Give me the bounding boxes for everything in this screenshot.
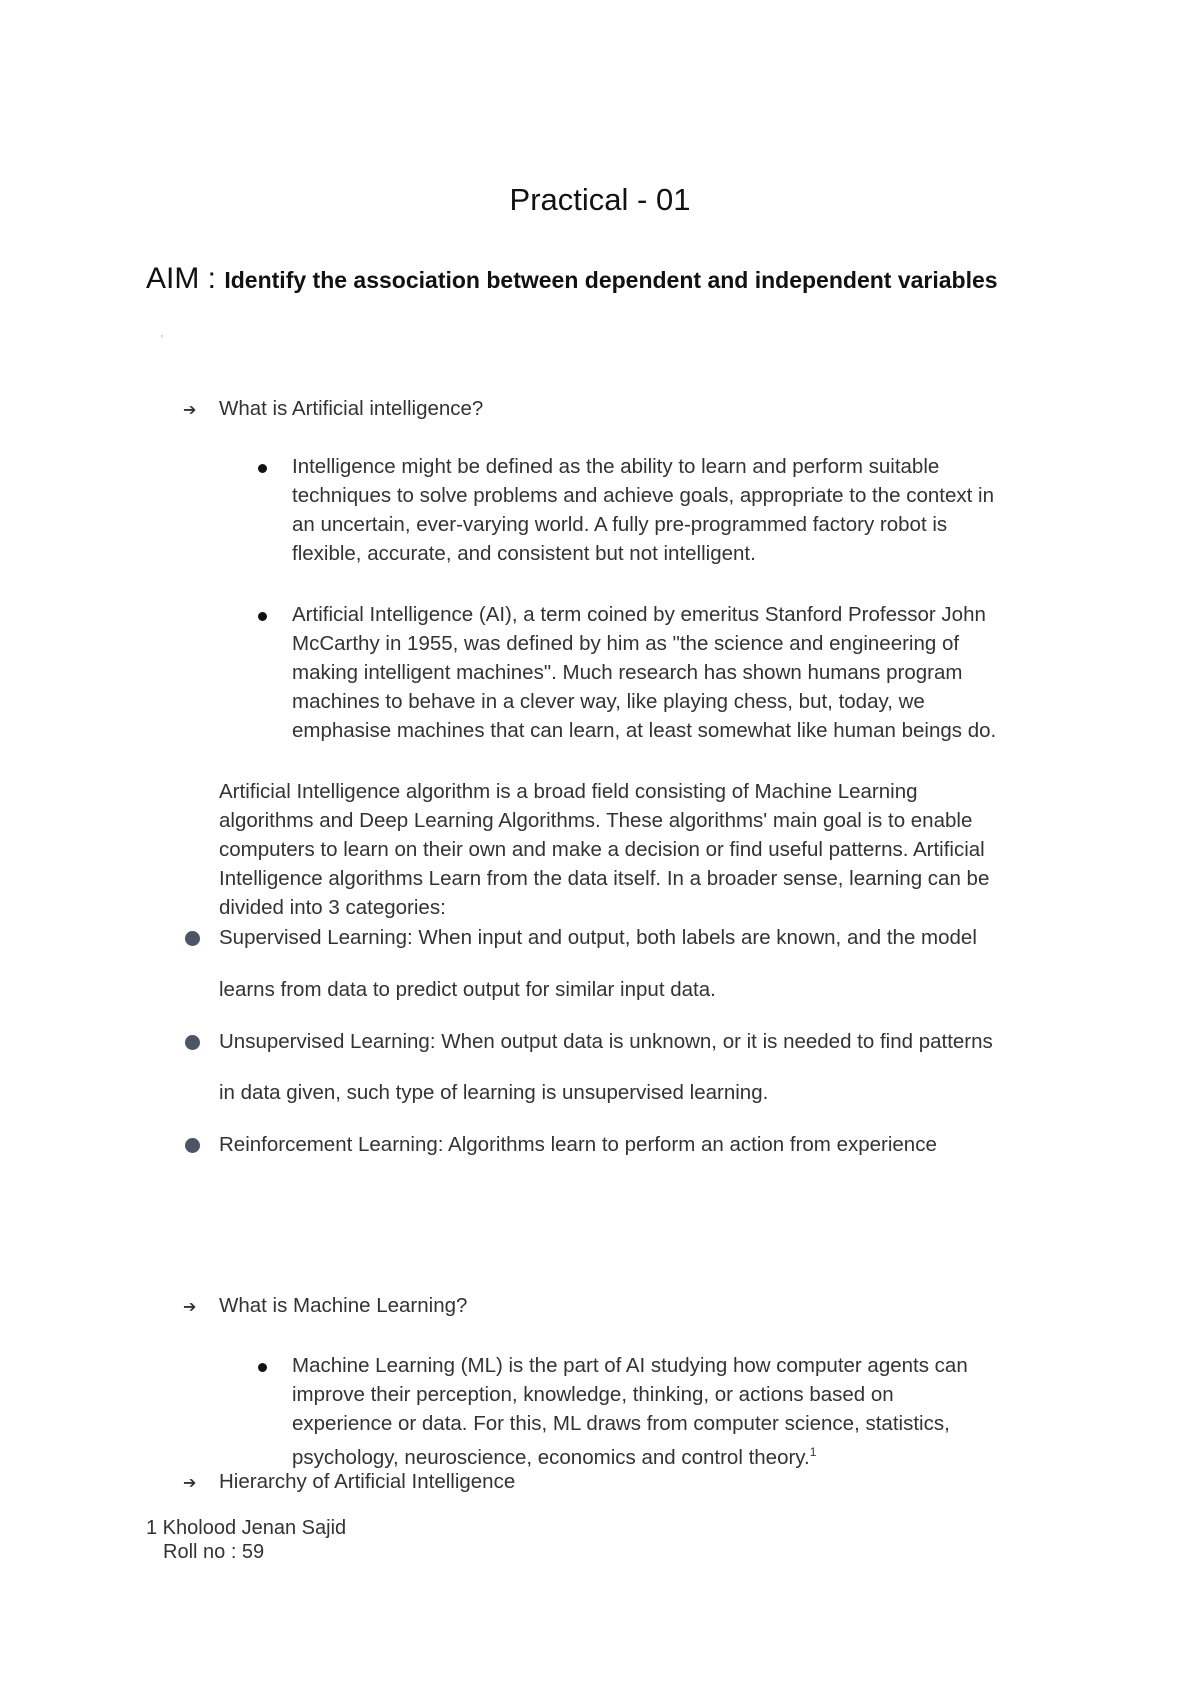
text-line: divided into 3 categories: (219, 896, 446, 919)
text-line: experience or data. For this, ML draws from computer science, statistics, (292, 1412, 950, 1435)
text-line: Machine Learning (ML) is the part of AI studying how computer agents can (292, 1354, 968, 1377)
text-line: Supervised Learning: When input and output, both labels are known, and the model (219, 926, 977, 949)
heading-text: What is Artificial intelligence? (219, 397, 484, 420)
section-heading-hierarchy (183, 1470, 515, 1494)
bullet-paragraph-ai-definition (292, 600, 996, 745)
text-line (292, 1438, 968, 1472)
text-line: Intelligence might be defined as the ability to learn and perform suitable (292, 455, 940, 478)
text-line: Artificial Intelligence algorithm is a broad field consisting of Machine Learning (219, 780, 918, 803)
text-line: McCarthy in 1955, was defined by him as "the science and engineering of (292, 632, 960, 655)
text-line: an uncertain, ever-varying world. A fully pre-programmed factory robot is (292, 513, 948, 536)
text-line: Intelligence algorithms Learn from the data itself. In a broader sense, learning can be (219, 867, 990, 890)
category-bullet-icon (185, 1138, 200, 1153)
category-supervised (219, 923, 977, 952)
bullet-icon (258, 612, 267, 621)
category-bullet-icon (185, 931, 200, 946)
heading-text: Hierarchy of Artificial Intelligence (219, 1470, 516, 1493)
text-line: techniques to solve problems and achieve goals, appropriate to the context in (292, 484, 994, 507)
text-line: in data given, such type of learning is unsupervised learning. (219, 1081, 769, 1104)
text-line: flexible, accurate, and consistent but not intelligent. (292, 542, 756, 565)
category-unsupervised (219, 1027, 993, 1056)
aim-heading (146, 262, 998, 296)
aim-label: AIM : (146, 262, 217, 295)
text-line: learns from data to predict output for similar input data. (219, 978, 716, 1001)
arrow-right-icon: ➔ (183, 402, 197, 419)
paragraph-ai-algorithms (219, 777, 989, 922)
bullet-paragraph-ml (292, 1351, 968, 1472)
footnote-author: 1 Kholood Jenan Sajid (146, 1517, 347, 1539)
bullet-icon (258, 1363, 267, 1372)
category-unsupervised-cont (219, 1078, 768, 1107)
heading-text: What is Machine Learning? (219, 1294, 468, 1317)
category-bullet-icon (185, 1035, 200, 1050)
text-line: Artificial Intelligence (AI), a term coined by emeritus Stanford Professor John (292, 603, 986, 626)
text-line: improve their perception, knowledge, thinking, or actions based on (292, 1383, 894, 1406)
text-line: computers to learn on their own and make a decision or find useful patterns. Artificial (219, 838, 985, 861)
footnote-roll-no: Roll no : 59 (163, 1541, 265, 1563)
bullet-paragraph-intelligence (292, 452, 994, 568)
category-supervised-cont (219, 975, 716, 1004)
text-line: emphasise machines that can learn, at least somewhat like human beings do. (292, 719, 997, 742)
bullet-icon (258, 464, 267, 473)
arrow-right-icon: ➔ (183, 1475, 197, 1492)
page-title: Practical - 01 (509, 182, 691, 217)
text-line: algorithms and Deep Learning Algorithms. These algorithms' main goal is to enable (219, 809, 973, 832)
text-line: Reinforcement Learning: Algorithms learn to perform an action from experience (219, 1133, 937, 1156)
aim-text: Identify the association between dependent and independent variables (224, 267, 998, 293)
text-line-content: psychology, neuroscience, economics and control theory. (292, 1445, 810, 1469)
text-line: Unsupervised Learning: When output data is unknown, or it is needed to find patterns (219, 1030, 993, 1053)
text-line: machines to behave in a clever way, like playing chess, but, today, we (292, 690, 925, 713)
section-heading-ml (183, 1294, 467, 1318)
section-heading-ai (183, 397, 483, 421)
arrow-right-icon: ➔ (183, 1299, 197, 1316)
category-reinforcement (219, 1130, 937, 1159)
text-line: making intelligent machines". Much research has shown humans program (292, 661, 963, 684)
stray-mark: ' (161, 334, 163, 345)
footnote-marker: 1 (809, 1445, 817, 1459)
